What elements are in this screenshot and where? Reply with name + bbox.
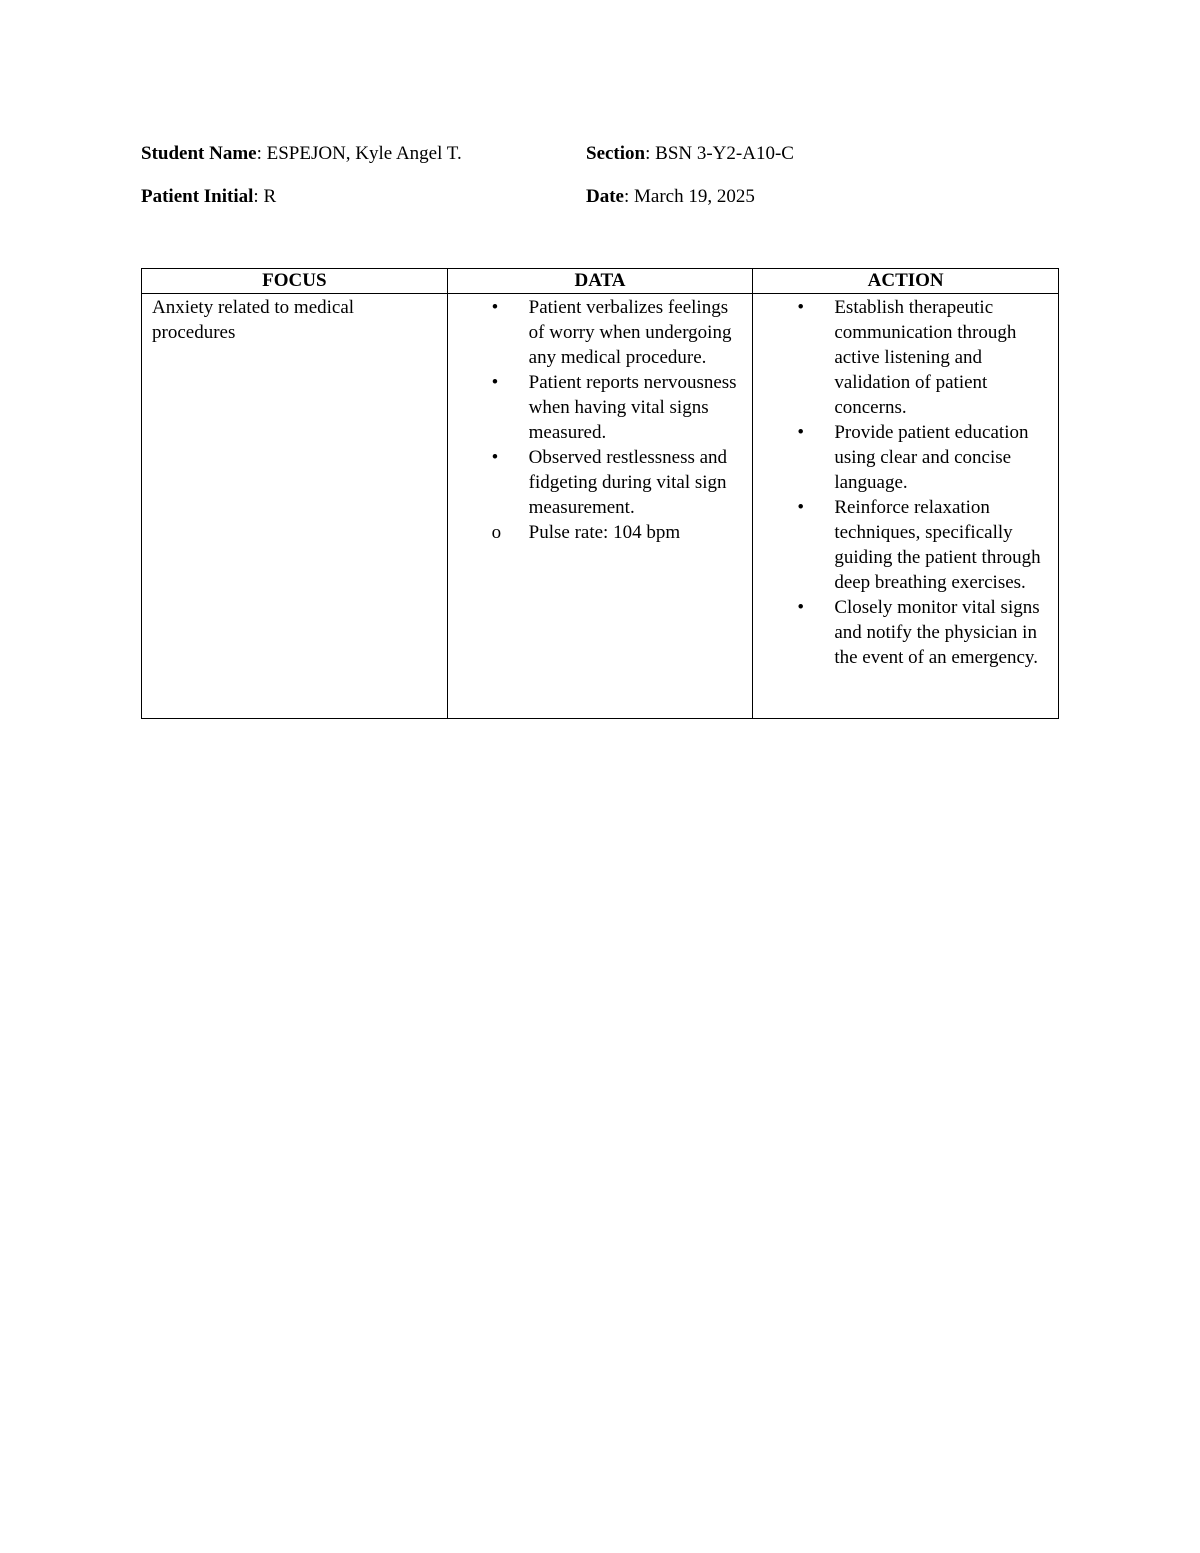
list-item-text: Reinforce relaxation techniques, specifically guiding the patient through deep breathing exercises. [834, 497, 1041, 593]
header-action: ACTION [753, 269, 1059, 294]
patient-initial: Patient Initial: R [141, 186, 277, 207]
header-focus: FOCUS [142, 269, 448, 294]
section: Section: BSN 3-Y2-A10-C [586, 143, 794, 164]
bullet-icon: • [491, 372, 499, 393]
list-item [448, 520, 753, 545]
list-item-text: Observed restlessness and fidgeting during vital sign measurement. [528, 447, 728, 518]
list-item [753, 495, 1058, 595]
student-name: Student Name: ESPEJON, Kyle Angel T. [141, 143, 462, 164]
list-item [753, 295, 1058, 420]
list-item-text: Closely monitor vital signs and notify the physician in the event of an emergency. [834, 597, 1040, 668]
bullet-icon: • [797, 422, 804, 443]
bullet-icon: • [797, 597, 804, 618]
bullet-icon: • [491, 447, 499, 468]
list-item [448, 445, 753, 520]
list-item-text: Establish therapeutic communication through active listening and validation of patient concerns. [834, 297, 1017, 418]
list-item [448, 295, 753, 370]
fdar-table [141, 268, 1059, 719]
header-data: DATA [447, 269, 753, 294]
list-item [448, 370, 753, 445]
list-item-text: Patient reports nervousness when having vital signs measured. [528, 372, 737, 443]
bullet-icon: • [797, 297, 804, 318]
list-item [753, 595, 1058, 670]
data-cell [447, 294, 753, 719]
list-item-text: Patient verbalizes feelings of worry when undergoing any medical procedure. [528, 297, 732, 368]
date: Date: March 19, 2025 [586, 186, 755, 207]
list-item-text: Provide patient education using clear and concise language. [834, 422, 1029, 493]
list-item-text: Pulse rate: 104 bpm [528, 522, 681, 543]
action-cell [753, 294, 1059, 719]
bullet-icon: • [797, 497, 804, 518]
bullet-icon: • [491, 297, 499, 318]
focus-cell: Anxiety related to medical procedures [142, 294, 448, 719]
list-item [753, 420, 1058, 495]
bullet-icon: o [491, 522, 502, 543]
